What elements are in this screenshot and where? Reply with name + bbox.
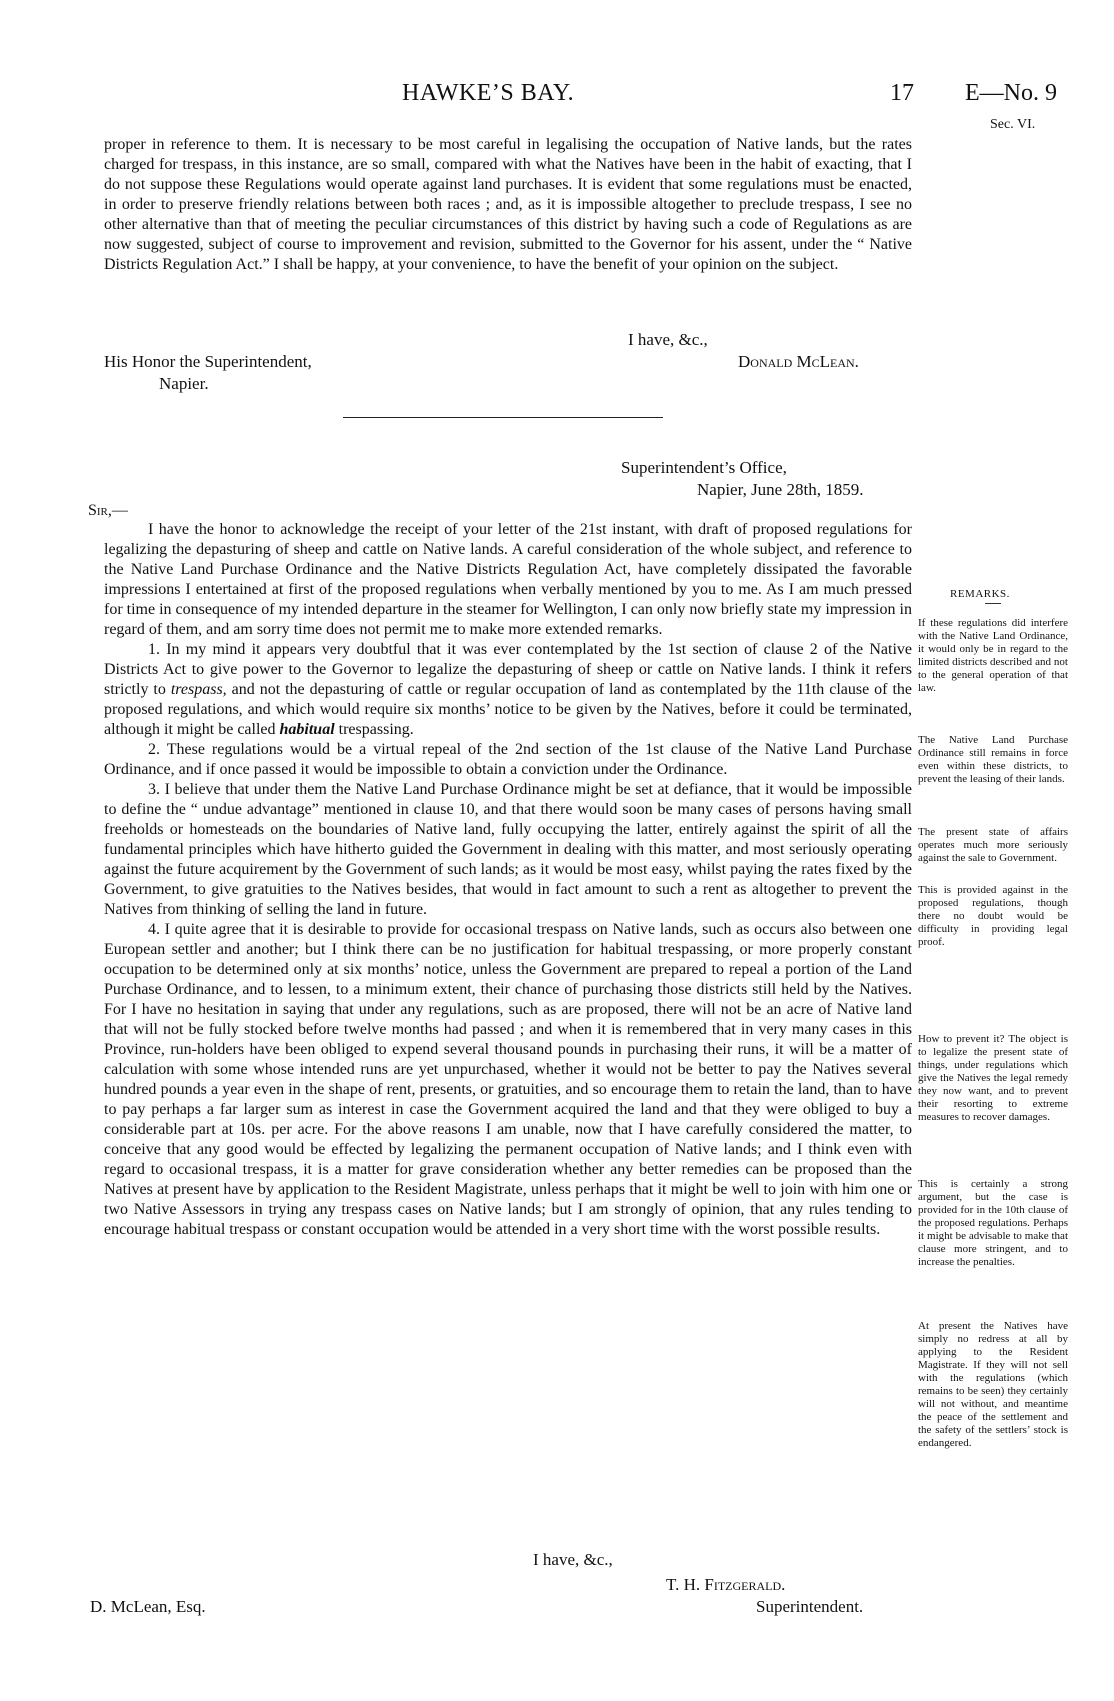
- letter2-office: Superintendent’s Office,: [621, 458, 787, 477]
- letter2-body: [104, 520, 912, 1240]
- page-header-title: HAWKE’S BAY.: [402, 80, 575, 106]
- remark-note: This is provided against in the proposed regulations, though there no doubt would be difficulty in providing legal proof.: [918, 884, 1068, 948]
- letter1-closing: I have, &c.,: [628, 330, 708, 349]
- letter2-point-1-a: 1. In my mind it appears very doubtful that it was ever contemplated by the 1st section of clause 2 of the Native Districts Act to give power to the Governor to legalize the depasturing of sheep or cattle on Native lands. I think it refers strictly to: [104, 641, 912, 698]
- page-header: [0, 80, 1114, 114]
- page-number: 17: [890, 80, 914, 106]
- letter2-point-1-b: and not the depasturing of cattle or regular occupation of land as contemplated by the 11th clause of the proposed regulations, and which would require six months’ notice to be given by the Natives, before it could be terminated, although it might be called: [104, 681, 913, 738]
- letter2-point-4: 4. I quite agree that it is desirable to provide for occasional trespass on Native lands, such as occurs also between one European settler and another; but I think there can be no justification for habitual trespassing, or more properly constant occupation to be determined only at six months’ notice, unless the Government are prepared to repeal a portion of the Land Purchase Ordinance, and to lessen, to a minimum extent, their chance of purchasing those districts still held by the Natives. For I have no hesitation in saying that under any regulations, such as are proposed, there will not be an acre of Native land that will not be fully stocked before twelve months had passed ; and when it is remembered that in very many cases in this Province, run-holders have been obliged to expend several thousand pounds in purchasing their runs, it will be a matter of calculation with some whose intended runs are yet unpurchased, whether it would not be better to pay the Natives several hundred pounds a year even in the shape of rent, presents, or gratuities, and so encourage them to retain the land, than to have to pay perhaps a far larger sum as interest in case the Government acquired the land and that they were obliged to buy a considerable part at 10s. per acre. For the above reasons I am unable, now that I have carefully considered the matter, to conceive that any good would be effected by legalizing the permanent occupation of Native lands; and I think even with regard to occasional trespass, it is a matter for grave consideration whether any better remedies can be proposed than the Natives at present have by application to the Resident Magistrate, unless perhaps that it might be well to join with him one or two Native Assessors in trying any trespass cases on Native lands; but I am strongly of opinion, that any rules tending to encourage habitual trespass or constant occupation would be attended in a very short time with the worst possible results.: [104, 921, 912, 1238]
- remark-note: This is certainly a strong argument, but the case is provided for in the 10th clause of the proposed regulations. Perhaps it might be advisable to make that clause more stringent, and to increase the penalties.: [918, 1178, 1068, 1268]
- letter2-point-2: 2. These regulations would be a virtual repeal of the 2nd section of the 1st clause of the Native Land Purchase Ordinance, and if once passed it would be impossible to obtain a conviction under the Ordinance.: [104, 741, 912, 778]
- letter2-signature: T. H. Fitzgerald.: [666, 1575, 786, 1594]
- letter1-body: [104, 135, 912, 275]
- remark-note: The present state of affairs operates much more seriously against the sale to Government.: [918, 826, 1068, 864]
- remarks-heading: REMARKS.: [950, 588, 1010, 600]
- letter1-signature: Donald McLean.: [738, 352, 859, 371]
- letter2-closing: I have, &c.,: [533, 1550, 613, 1569]
- letter1-addressee-place: Napier.: [159, 374, 209, 393]
- section-label: Sec. VI.: [990, 117, 1036, 132]
- letter2-point-1: [104, 640, 912, 740]
- letter2-addressee: D. McLean, Esq.: [90, 1597, 206, 1616]
- remarks-heading-rule: [985, 603, 1001, 604]
- remark-note: The Native Land Purchase Ordinance still remains in force even within these districts, to prevent the leasing of their lands.: [918, 734, 1068, 785]
- section-divider: [343, 417, 663, 418]
- remark-note: How to prevent it? The object is to legalize the present state of things, under regulations which give the Natives the legal remedy they now want, and to prevent their resorting to extreme measures to recover damages.: [918, 1033, 1068, 1123]
- letter2-point-3: 3. I believe that under them the Native Land Purchase Ordinance might be set at defiance, that it would be impossible to define the “ undue advantage” mentioned in clause 10, and that there would soon be many cases of persons having small freeholds or homesteads on the boundaries of Native land, fully occupying the latter, entirely against the spirit of all the fundamental principles which have hitherto guided the Government in dealing with this matter, and most seriously operating against the future acquirement by the Government of such lands; as it would be most easy, whilst paying the rates fixed by the Government, to give gratuities to the Natives besides, that would in fact amount to such a rent as altogether to prevent the Natives from thinking of selling the land in future.: [104, 781, 912, 918]
- letter2-salutation: Sir,—: [88, 502, 128, 519]
- letter2-intro: I have the honor to acknowledge the receipt of your letter of the 21st instant, with draft of proposed regulations for legalizing the depasturing of sheep and cattle on Native lands. A careful consideration of the whole subject, and reference to the Native Land Purchase Ordinance and the Native Districts Regulation Act, have completely dissipated the favorable impressions I entertained at first of the proposed regulations when verbally mentioned by you to me. As I am much pressed for time in consequence of my intended departure in the steamer for Wellington, I can only now briefly state my impression in regard of them, and am sorry time does not permit me to make more extended remarks.: [104, 521, 912, 638]
- document-reference: E—No. 9: [965, 80, 1057, 106]
- letter2-point-1-habitual: habitual: [279, 721, 335, 738]
- letter1-paragraph: proper in reference to them. It is necessary to be most careful in legalising the occupation of Native lands, but the rates charged for trespass, in this instance, are so small, compared with what the Natives have been in the habit of exacting, that I do not suppose these Regulations would operate against land purchases. It is evident that some regulations must be enacted, in order to preserve friendly relations between both races ; and, as it is impossible altogether to preclude trespass, I see no other alternative than that of meeting the peculiar circumstances of this district by having such a code of Regulations as are now suggested, subject of course to improvement and revision, submitted to the Governor for his assent, under the “ Native Districts Regulation Act.” I shall be happy, at your convenience, to have the benefit of your opinion on the subject.: [104, 136, 912, 273]
- letter2-point-1-c: trespassing.: [338, 721, 414, 738]
- letter2-signature-title: Superintendent.: [756, 1597, 864, 1616]
- letter2-place-date: Napier, June 28th, 1859.: [697, 480, 864, 499]
- remark-note: If these regulations did interfere with the Native Land Ordinance, it would only be in regard to the limited districts described and not to the general operation of that law.: [918, 617, 1068, 694]
- remark-note: At present the Natives have simply no redress at all by applying to the Resident Magistrate. If they will not sell with the regulations (which remains to be seen) they certainly will not without, and meantime the peace of the settlement and the safety of the settlers’ stock is endangered.: [918, 1320, 1068, 1449]
- letter1-addressee: His Honor the Superintendent,: [104, 352, 312, 371]
- letter2-point-1-trespass: trespass,: [170, 681, 227, 698]
